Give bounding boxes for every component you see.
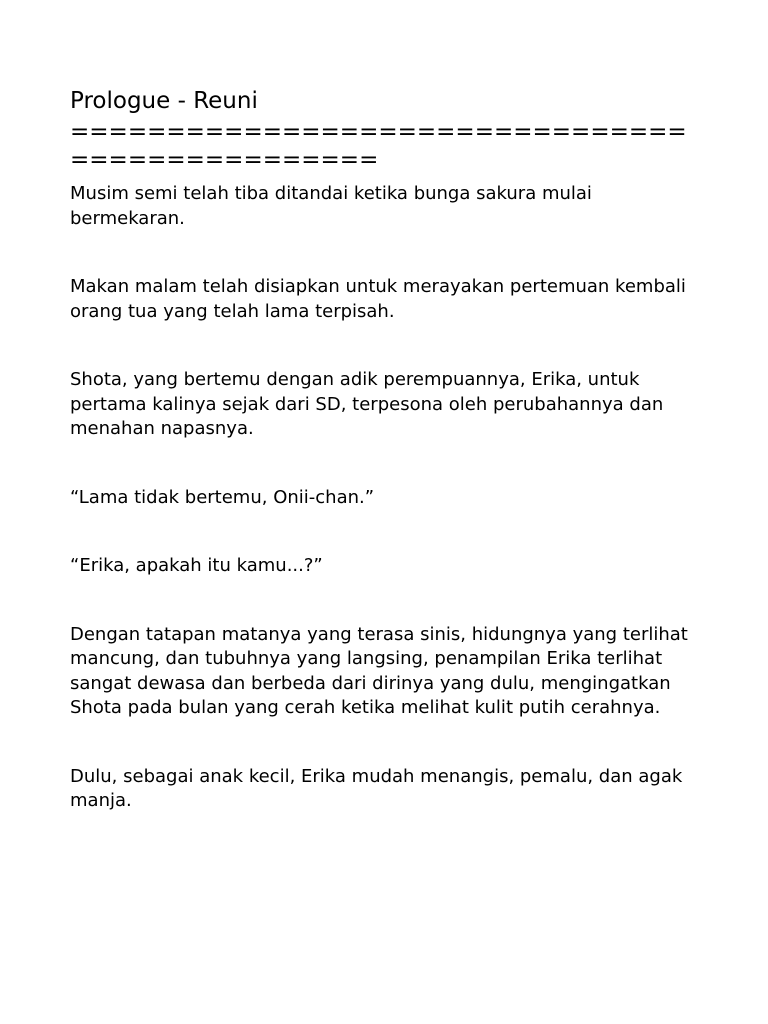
document-page xyxy=(70,86,710,814)
paragraph-5-dialogue: “Erika, apakah itu kamu...?” xyxy=(70,555,323,576)
paragraph-3: Shota, yang bertemu dengan adik perempuannya, Erika, untuk pertama kalinya sejak dari SD, terpesona oleh perubahannya dan menahan napasnya. xyxy=(70,369,664,439)
title-underline-rule-1: ================================ xyxy=(70,119,687,145)
document-title: Prologue - Reuni xyxy=(70,88,258,114)
paragraph-6: Dengan tatapan matanya yang terasa sinis, hidungnya yang terlihat mancung, dan tubuhnya yang langsing, penampilan Erika terlihat sangat dewasa dan berbeda dari dirinya yang dulu, mengingatkan Shota pada bulan yang cerah ketika melihat kulit putih cerahnya. xyxy=(70,623,688,718)
paragraph-1: Musim semi telah tiba ditandai ketika bunga sakura mulai bermekaran. xyxy=(70,183,592,229)
paragraph-2: Makan malam telah disiapkan untuk merayakan pertemuan kembali orang tua yang telah lama terpisah. xyxy=(70,276,686,322)
paragraph-4-dialogue: “Lama tidak bertemu, Onii-chan.” xyxy=(70,486,375,508)
paragraph-7: Dulu, sebagai anak kecil, Erika mudah menangis, pemalu, dan agak manja. xyxy=(70,765,683,811)
title-underline-rule-2: ================ xyxy=(70,147,379,173)
